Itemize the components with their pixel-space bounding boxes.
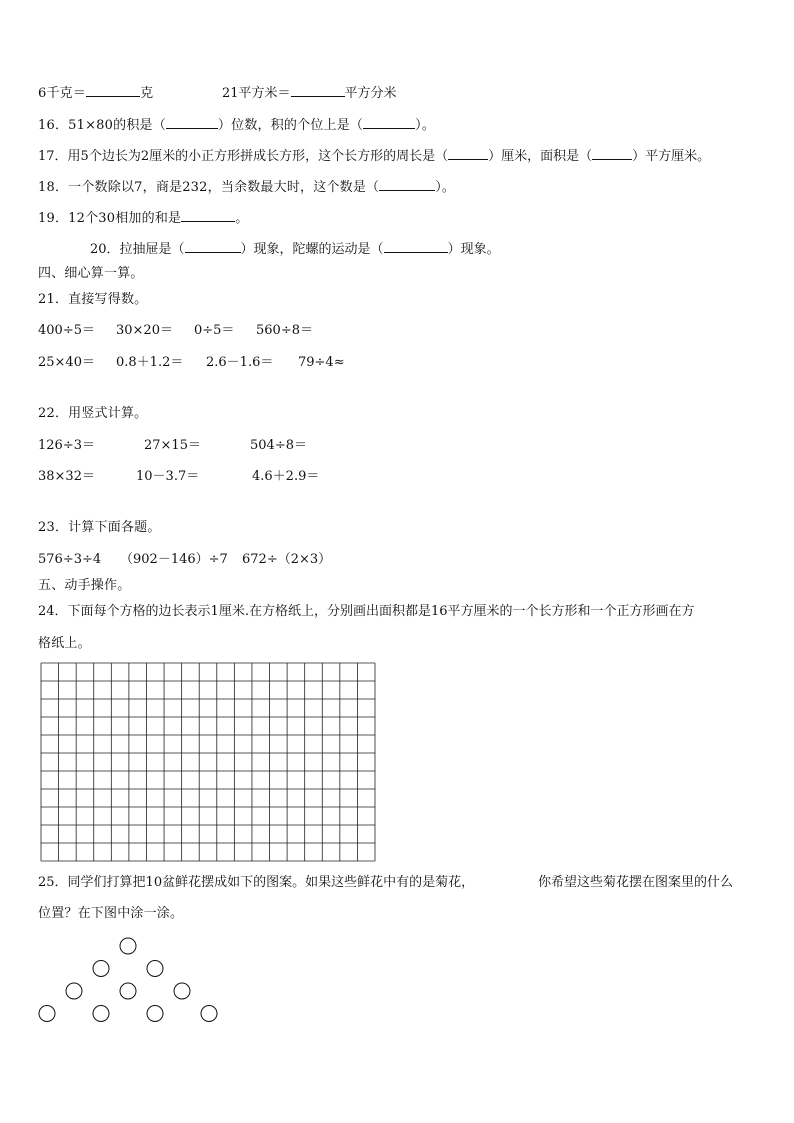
q22-r2-c2: 10－3.7＝ [136, 469, 200, 484]
q21-r1-c2: 30×20＝ [116, 323, 173, 338]
q21-r1-c3: 0÷5＝ [194, 323, 235, 338]
q19-blank[interactable] [181, 209, 235, 222]
question-22-title: 22．用竖式计算。 [38, 406, 148, 421]
question-25-line-2: 位置？在下图中涂一涂。 [38, 906, 184, 921]
question-19 [38, 209, 248, 227]
q19-end: 。 [235, 211, 249, 226]
flower-circle[interactable] [93, 961, 109, 977]
q21-r2-c1: 25×40＝ [38, 355, 95, 370]
flower-circle[interactable] [147, 961, 163, 977]
q17-mid: ）厘米，面积是（ [488, 149, 593, 164]
flower-circle[interactable] [120, 983, 136, 999]
flower-circle[interactable] [201, 1006, 217, 1022]
q21-r2-c2: 0.8＋1.2＝ [116, 355, 184, 370]
question-25-line-1a: 25．同学们打算把10盆鲜花摆成如下的图案。如果这些鲜花中有的是菊花， [38, 875, 475, 890]
q17-blank-1[interactable] [448, 147, 488, 160]
q21-r1-c4: 560÷8＝ [256, 323, 313, 338]
flower-circle[interactable] [120, 938, 136, 954]
q17-blank-2[interactable] [592, 147, 632, 160]
flower-circle[interactable] [93, 1006, 109, 1022]
q18-prefix: 18．一个数除以7，商是232，当余数最大时，这个数是（ [38, 180, 380, 195]
q16-blank-2[interactable] [363, 116, 415, 129]
flower-circle[interactable] [66, 983, 82, 999]
q18-blank[interactable] [379, 178, 435, 191]
section-5-heading: 五、动手操作。 [38, 578, 131, 593]
q23-item-1: 576÷3÷4 [38, 552, 102, 567]
q21-r2-c3: 2.6－1.6＝ [206, 355, 274, 370]
question-20 [90, 240, 500, 258]
section-4-heading: 四、细心算一算。 [38, 266, 144, 281]
question-16 [38, 116, 435, 134]
q19-prefix: 19．12个30相加的和是 [38, 211, 182, 226]
q18-end: ）。 [435, 180, 456, 195]
q15-conversions [38, 84, 153, 102]
q23-item-2: （902－146）÷7 [120, 552, 228, 567]
q22-r2-c3: 4.6＋2.9＝ [252, 469, 320, 484]
q22-r1-c1: 126÷3＝ [38, 438, 95, 453]
q15a-left: 6千克＝ [38, 86, 87, 101]
q15a-right: 克 [140, 86, 154, 101]
flower-circle[interactable] [174, 983, 190, 999]
q16-blank-1[interactable] [166, 116, 218, 129]
q22-r2-c1: 38×32＝ [38, 469, 95, 484]
q22-r1-c3: 504÷8＝ [250, 438, 307, 453]
q20-end: ）现象。 [447, 242, 500, 257]
q16-end: ）。 [415, 118, 436, 133]
q23-item-3: 672÷（2×3） [242, 552, 332, 567]
grid-paper[interactable] [40, 662, 376, 862]
q20-prefix: 20．拉抽屉是（ [90, 242, 185, 257]
question-18 [38, 178, 455, 196]
q17-end: ）平方厘米。 [632, 149, 711, 164]
q20-mid: ）现象，陀螺的运动是（ [240, 242, 384, 257]
question-25-line-1b: 你希望这些菊花摆在图案里的什么 [538, 875, 734, 890]
q15b-left: 21平方米＝ [222, 86, 291, 101]
q16-prefix: 16．51×80的积是（ [38, 118, 166, 133]
q21-r2-c4: 79÷4≈ [298, 355, 345, 370]
question-23-title: 23．计算下面各题。 [38, 520, 161, 535]
q17-prefix: 17．用5个边长为2厘米的小正方形拼成长方形，这个长方形的周长是（ [38, 149, 449, 164]
q15b-answer-blank[interactable] [291, 84, 345, 97]
q15b-right: 平方分米 [344, 86, 397, 101]
q22-r1-c2: 27×15＝ [144, 438, 201, 453]
flower-circle[interactable] [147, 1006, 163, 1022]
question-24-line-2: 格纸上。 [38, 636, 91, 651]
question-17 [38, 147, 710, 165]
q21-r1-c1: 400÷5＝ [38, 323, 95, 338]
q15b [222, 84, 397, 102]
q20-blank-1[interactable] [185, 240, 241, 253]
q20-blank-2[interactable] [384, 240, 448, 253]
grid-paper-svg[interactable] [40, 662, 376, 862]
question-21-title: 21．直接写得数。 [38, 292, 148, 307]
q15a-answer-blank[interactable] [86, 84, 140, 97]
q16-mid: ）位数，积的个位上是（ [217, 118, 364, 133]
question-24-line-1: 24．下面每个方格的边长表示1厘米.在方格纸上，分别画出面积都是16平方厘米的一个长方形和一个正方形画在方 [38, 604, 695, 619]
flower-circle[interactable] [39, 1006, 55, 1022]
